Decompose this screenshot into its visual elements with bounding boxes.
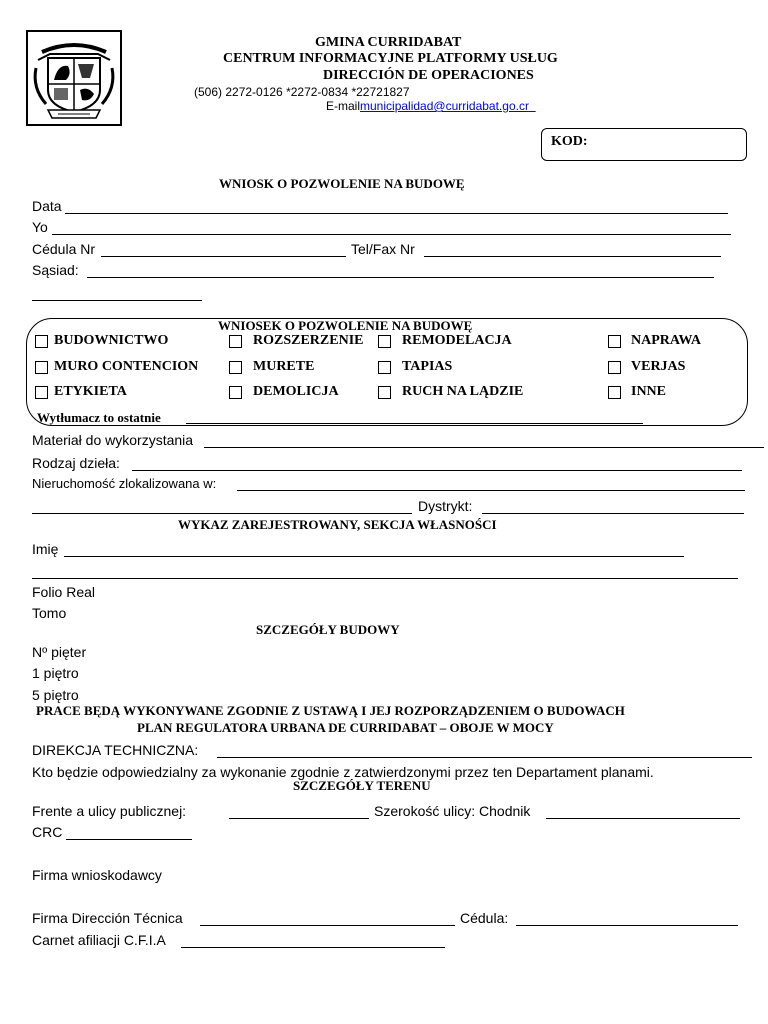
prace-line-2: PLAN REGULATORA URBANA DE CURRIDABAT – OBOJE W MOCY — [137, 720, 554, 735]
checkbox-naprawa[interactable] — [608, 335, 621, 348]
option-verjas: VERJAS — [631, 359, 686, 374]
explain-field[interactable] — [186, 423, 643, 424]
option-demolicja: DEMOLICJA — [253, 384, 339, 399]
dystrykt-label: Dystrykt: — [418, 498, 473, 514]
header-line-1: GMINA CURRIDABAT — [315, 35, 462, 50]
firma-direccion-label: Firma Dirección Técnica — [32, 910, 183, 926]
checkbox-rozszerzenie[interactable] — [229, 335, 242, 348]
header-line-3: DIRECCIÓN DE OPERACIONES — [323, 68, 534, 83]
email-link[interactable]: municipalidad@curridabat.go.cr — [360, 99, 529, 113]
data-label: Data — [32, 198, 62, 214]
crc-field[interactable] — [66, 839, 192, 840]
rodzaj-field[interactable] — [132, 470, 742, 471]
telfax-label: Tel/Fax Nr — [351, 241, 415, 257]
options-title: WNIOSEK O POZWOLENIE NA BUDOWĘ — [218, 318, 473, 333]
checkbox-muro-contencion[interactable] — [35, 361, 48, 374]
checkbox-remodelacja[interactable] — [378, 335, 391, 348]
rodzaj-label: Rodzaj dzieła: — [32, 455, 120, 471]
option-murete: MURETE — [253, 359, 315, 374]
cedula-field[interactable] — [101, 256, 346, 257]
sasiad-field-continued[interactable] — [32, 300, 202, 301]
option-tapias: TAPIAS — [402, 359, 453, 374]
coat-of-arms-icon — [28, 32, 120, 124]
imie-field[interactable] — [64, 556, 684, 557]
checkbox-ruch-na-ladzie[interactable] — [378, 386, 391, 399]
option-budownictwo: BUDOWNICTWO — [54, 333, 169, 348]
option-inne: INNE — [631, 384, 667, 399]
option-remodelacja: REMODELACJA — [402, 333, 512, 348]
checkbox-etykieta[interactable] — [35, 386, 48, 399]
firma-wnioskodawcy-label: Firma wnioskodawcy — [32, 867, 162, 883]
pieter-label: Nº pięter — [32, 644, 87, 660]
checkbox-verjas[interactable] — [608, 361, 621, 374]
kod-label: KOD: — [551, 134, 588, 149]
cedula2-label: Cédula: — [460, 910, 509, 926]
checkbox-budownictwo[interactable] — [35, 335, 48, 348]
location-field[interactable] — [32, 513, 412, 514]
szerokosc-label: Szerokość ulicy: Chodnik — [374, 803, 531, 819]
crc-label: CRC — [32, 824, 63, 840]
tomo-label: Tomo — [32, 605, 67, 621]
pietro5-label: 5 piętro — [32, 687, 79, 703]
checkbox-murete[interactable] — [229, 361, 242, 374]
sasiad-label: Sąsiad: — [32, 262, 79, 278]
option-rozszerzenie: ROZSZERZENIE — [253, 333, 364, 348]
direkcja-field[interactable] — [217, 757, 752, 758]
frente-label: Frente a ulicy publicznej: — [32, 803, 187, 819]
carnet-label: Carnet afiliacji C.F.I.A — [32, 932, 166, 948]
frente-field[interactable] — [229, 818, 369, 819]
wykaz-title: WYKAZ ZAREJESTROWANY, SEKCJA WŁASNOŚCI — [178, 517, 497, 532]
option-naprawa: NAPRAWA — [631, 333, 701, 348]
explain-label: Wytłumacz to ostatnie — [37, 410, 161, 425]
cedula-label: Cédula Nr — [32, 241, 96, 257]
checkbox-tapias[interactable] — [378, 361, 391, 374]
yo-label: Yo — [32, 219, 48, 235]
szczegoly-terenu-title: SZCZEGÓŁY TERENU — [293, 778, 431, 793]
email-label: E-mail — [326, 99, 361, 113]
imie-field-continued[interactable] — [32, 578, 738, 579]
header-email — [326, 99, 536, 113]
direkcja-label: DIREKCJA TECHNICZNA: — [32, 742, 199, 758]
option-ruch-na-ladzie: RUCH NA LĄDZIE — [402, 384, 524, 399]
header-phones: (506) 2272-0126 *2272-0834 *22721827 — [194, 85, 410, 99]
header-line-2: CENTRUM INFORMACYJNE PLATFORMY USŁUG — [223, 51, 558, 66]
cedula2-field[interactable] — [516, 925, 738, 926]
folio-label: Folio Real — [32, 584, 96, 600]
pietro1-label: 1 piętro — [32, 665, 79, 681]
carnet-field[interactable] — [181, 947, 445, 948]
checkbox-inne[interactable] — [608, 386, 621, 399]
municipality-logo — [26, 30, 122, 126]
option-muro-contencion: MURO CONTENCION — [54, 359, 199, 374]
nieruchomosc-label: Nieruchomość zlokalizowana w: — [32, 476, 217, 491]
email-link-underline-tail — [529, 99, 536, 113]
material-field[interactable] — [204, 447, 764, 448]
yo-field[interactable] — [52, 234, 731, 235]
nieruchomosc-field[interactable] — [237, 490, 745, 491]
imie-label: Imię — [32, 541, 59, 557]
kto-text: Kto będzie odpowiedzialny za wykonanie zgodnie z zatwierdzonymi przez ten Departament planami. — [32, 764, 654, 780]
szczegoly-budowy-title: SZCZEGÓŁY BUDOWY — [256, 622, 400, 637]
form-title: WNIOSK O POZWOLENIE NA BUDOWĘ — [219, 176, 465, 191]
firma-direccion-field[interactable] — [200, 925, 455, 926]
sasiad-field[interactable] — [87, 277, 714, 278]
szerokosc-field[interactable] — [546, 818, 740, 819]
data-field[interactable] — [65, 213, 728, 214]
prace-line-1: PRACE BĘDĄ WYKONYWANE ZGODNIE Z USTAWĄ I JEJ ROZPORZĄDZENIEM O BUDOWACH — [36, 703, 625, 718]
checkbox-demolicja[interactable] — [229, 386, 242, 399]
material-label: Materiał do wykorzystania — [32, 432, 194, 448]
dystrykt-field[interactable] — [482, 513, 744, 514]
telfax-field[interactable] — [424, 256, 721, 257]
option-etykieta: ETYKIETA — [54, 384, 127, 399]
